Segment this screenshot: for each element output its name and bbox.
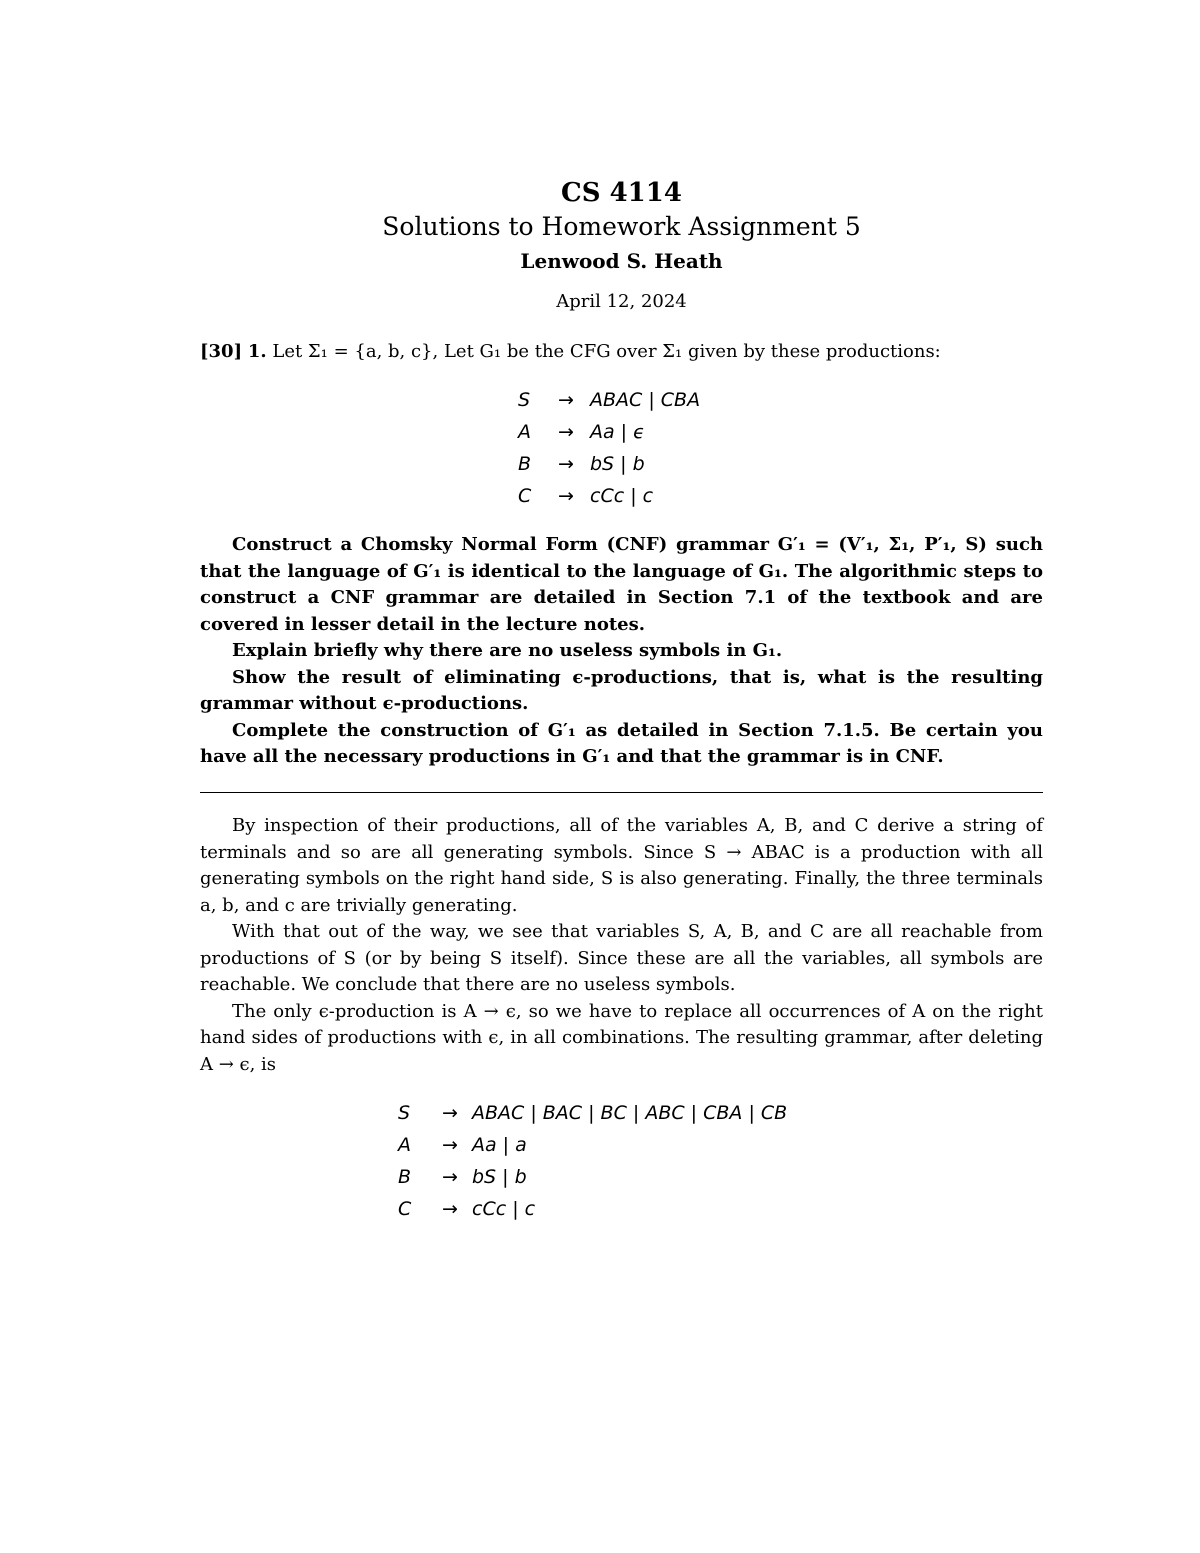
production-rhs: Aa | ϵ [590,421,645,443]
solution-paragraph: The only ϵ-production is A → ϵ, so we have to replace all occurrences of A on the right hand sides of productions with ϵ, in all combinations. The resulting grammar, after deleting A → ϵ, is [200,1000,1043,1075]
production-lhs: S [518,389,531,411]
epsilon-free-grammar [398,1097,898,1229]
course-title: CS 4114 [561,178,682,208]
production-arrow: → [558,389,574,411]
problem-points: [30] [200,341,243,362]
production-lhs: B [398,1166,412,1188]
production-arrow: → [442,1134,458,1156]
document-date: April 12, 2024 [556,291,687,312]
document-page [200,0,1043,1553]
solution-text [200,813,1043,1078]
production-lhs: A [398,1134,411,1156]
production-rhs: ABAC | BAC | BC | ABC | CBA | CB [472,1102,788,1124]
document-title: Solutions to Homework Assignment 5 [382,212,861,241]
author-name: Lenwood S. Heath [520,249,723,273]
problem-intro-text: Let Σ₁ = {a, b, c}, Let G₁ be the CFG over Σ₁ given by these productions: [272,341,941,362]
problem-intro [200,338,1043,366]
production-arrow: → [558,453,574,475]
statement-paragraph: Explain briefly why there are no useless symbols in G₁. [232,640,783,661]
production-rhs: ABAC | CBA [590,389,701,411]
solution-paragraph: With that out of the way, we see that variables S, A, B, and C are all reachable from productions of S (or by being S itself). Since these are all the variables, all symbols are reachable. We conclude that there are no useless symbols. [200,921,1043,995]
production-arrow: → [442,1166,458,1188]
production-arrow: → [558,485,574,507]
problem-number: 1. [247,341,267,362]
problem-statement [200,532,1043,771]
statement-paragraph: Construct a Chomsky Normal Form (CNF) grammar G′₁ = (V′₁, Σ₁, P′₁, S) such that the language of G′₁ is identical to the language of G₁. The algorithmic steps to construct a CNF grammar are detailed in Section 7.1 of the textbook and are covered in lesser detail in the lecture notes. [200,534,1043,635]
production-arrow: → [558,421,574,443]
production-arrow: → [442,1198,458,1220]
production-lhs: A [518,421,531,443]
production-lhs: C [518,485,532,507]
production-rhs: bS | b [472,1166,527,1188]
production-rhs: Aa | a [472,1134,527,1156]
production-lhs: S [398,1102,411,1124]
production-lhs: B [518,453,532,475]
production-rhs: bS | b [590,453,645,475]
solution-paragraph: By inspection of their productions, all of the variables A, B, and C derive a string of terminals and so are all generating symbols. Since S → ABAC is a production with all generating symbols on the right hand side, S is also generating. Finally, the three terminals a, b, and c are trivially generating. [200,815,1043,916]
production-arrow: → [442,1102,458,1124]
statement-paragraph: Show the result of eliminating ϵ-productions, that is, what is the resulting grammar without ϵ-productions. [200,666,1043,714]
section-divider [200,792,1043,793]
production-rhs: cCc | c [472,1198,536,1220]
statement-paragraph: Complete the construction of G′₁ as detailed in Section 7.1.5. Be certain you have all the necessary productions in G′₁ and that the grammar is in CNF. [200,719,1043,767]
production-rhs: cCc | c [590,485,654,507]
production-lhs: C [398,1198,412,1220]
original-grammar [518,384,918,516]
